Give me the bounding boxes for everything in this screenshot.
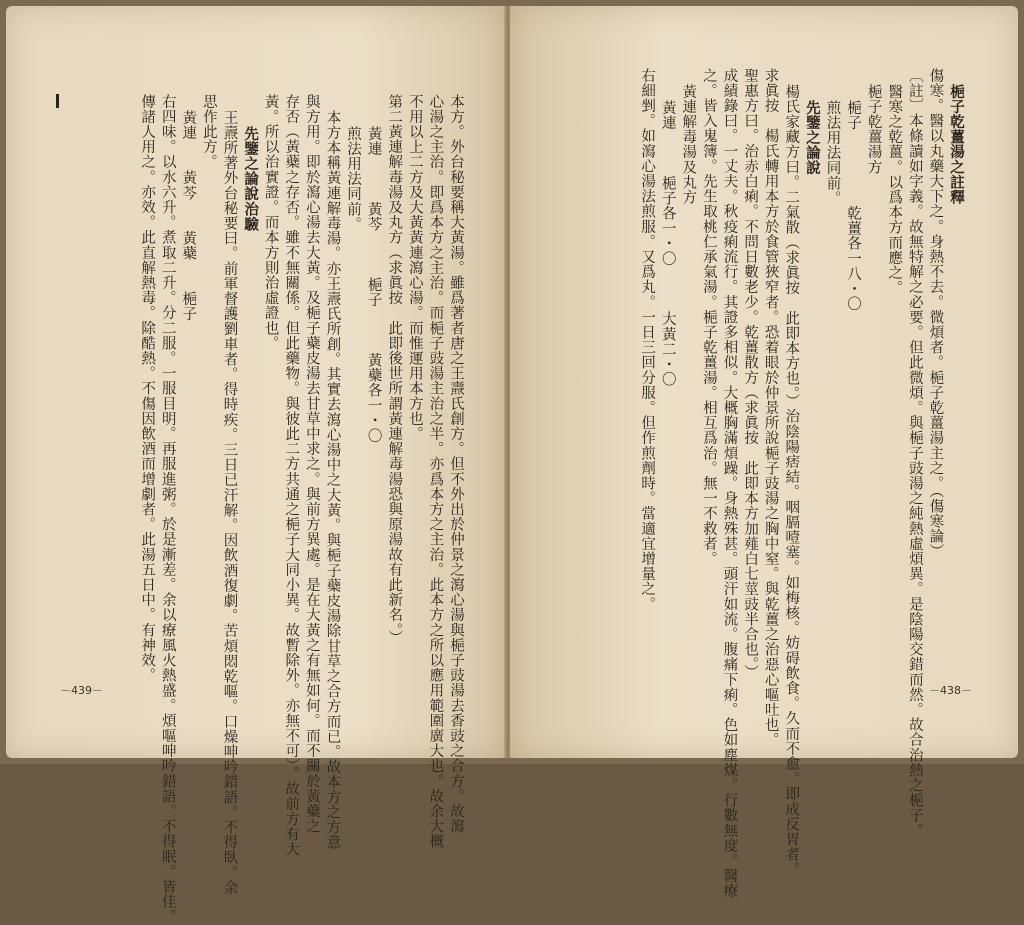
text-column: 梔子乾薑湯之註釋 <box>948 83 965 205</box>
text-column: 之。皆入鬼簿。先生取桃仁承氣湯。梔子乾薑湯。相互爲治。無一不救者。 <box>700 68 717 567</box>
text-column: 黃連解毒湯及丸方 <box>680 83 697 205</box>
text-column: 煎法用法同前。 <box>345 125 362 232</box>
text-column: 醫寒之乾薑。以爲本方而應之。 <box>886 83 903 296</box>
text-column: 本方。外台秘要稱大黃湯。雖爲著者唐之王燾氏創方。但不外出於仲景之瀉心湯與梔子豉湯去香豉之合方。故瀉 <box>448 94 464 834</box>
text-column: 右細剉。如瀉心湯法煎服。又爲丸。一日三回分服。但作煎劑時。當適宜增量之。 <box>639 68 656 612</box>
text-column: 聖惠方曰。治赤白痢。不問日數老少。乾薑散方（求眞按 此即本方加薤白七莖豉半合也。） <box>742 68 759 680</box>
text-column: 煎法用法同前。 <box>824 99 841 206</box>
right-page <box>510 6 1018 899</box>
text-column: 成績錄曰。一丈夫。秋疫痢流行。其證多相似。大概胸滿煩躁。身熱殊甚。頭汗如流。腹痛下痢。色如塵煤。行數無度。醫療 <box>721 68 738 899</box>
text-column: 右四味。以水六升。煮取二升。分二服。一服目明。再服進粥。於是漸差。余以療風火熱盛。煩嘔呻吟錯語。不得眠。皆佳。 <box>159 94 176 925</box>
text-column: 楊氏家藏方曰。二氣散（求眞按 此即本方也。）治陰陽痞結。咽膈噎塞。如梅核。妨碍飲食。久而不愈。即成反胃者。 <box>783 83 800 877</box>
text-column: 不用以上二方及大黃黃連瀉心湯。而惟運用本方也。 <box>406 94 423 442</box>
text-column: 梔子 乾薑各一八・〇 <box>845 99 862 312</box>
right-page-number: －438－ <box>929 684 972 697</box>
text-column: 傷寒。醫以丸藥大下之。身熱不去。微煩者。梔子乾薑湯主之。（傷寒論） <box>927 68 944 560</box>
text-column: 黃連 黃芩 梔子 黃蘗各一・〇 <box>365 125 382 443</box>
left-page <box>6 6 506 925</box>
left-page-text <box>137 94 467 925</box>
text-column: 求眞按 楊氏轉用本方於食管狹窄者。恐着眼於仲景所說梔子豉湯之胸中窒。與乾薑之治惡心嘔吐也。 <box>762 68 779 748</box>
right-page-text <box>637 68 967 899</box>
text-column: 本方本稱黃連解毒湯。亦王燾氏所創。其實去瀉心湯中之大黃。與梔子蘗皮湯除甘草之合方而已。故本方之方意 <box>324 109 341 850</box>
text-column: 先鑒之論說 <box>803 99 821 176</box>
text-column: 梔子乾薑湯方 <box>865 83 882 175</box>
text-column: 黃連 梔子各一・〇 大黃二・〇 <box>659 99 676 387</box>
text-column: 黃。所以治實證。而本方則治虛證也。 <box>262 94 279 351</box>
text-column: 思作此方。 <box>200 94 217 170</box>
text-column: 第二黃連解毒湯及丸方（求眞按 此即後世所謂黃連解毒湯恐與原湯故有此新名。） <box>386 94 403 646</box>
text-column: 黃連 黃芩 黃蘗 梔子 <box>180 109 197 322</box>
text-column: 與方用。即於瀉心湯去大黃。及梔子蘗皮湯去甘草中求之。與前方異處。是在大黃之有無如何。而不關於黃蘗之 <box>303 94 320 834</box>
text-column: 〔註〕本條讀如字義。故無特解之必要。但此微煩。與梔子豉湯之純熱虛煩異。是陰陽交錯而然。故合治熱之梔子。 <box>906 68 923 839</box>
text-column: 先鑒之論說治驗 <box>242 125 260 232</box>
margin-mark <box>56 94 59 108</box>
text-column: 王燾所著外台秘要曰。前軍督護劉車者。得時疾。三日已汗解。因飲酒復劇。苦煩悶乾嘔。口燥呻吟錯語。不得臥。余 <box>221 109 238 896</box>
text-column: 存否（黃蘗之存否。雖不無關係。但此藥物。與彼此二方共通之梔子大同小異。故暫除外。亦無不可）。故前方有大 <box>283 94 300 857</box>
text-column: 心湯之主治。即爲本方之主治。而梔子豉湯主治之半。亦爲本方之主治。此本方之所以應用範圍廣大也。故余大概 <box>427 94 444 849</box>
text-column: 傳諸人用之。亦效。此直解熱毒。除酷熱。不傷因飲酒而增劇者。此湯五日中。有神效。 <box>139 94 156 683</box>
left-page-number: －439－ <box>60 684 103 697</box>
